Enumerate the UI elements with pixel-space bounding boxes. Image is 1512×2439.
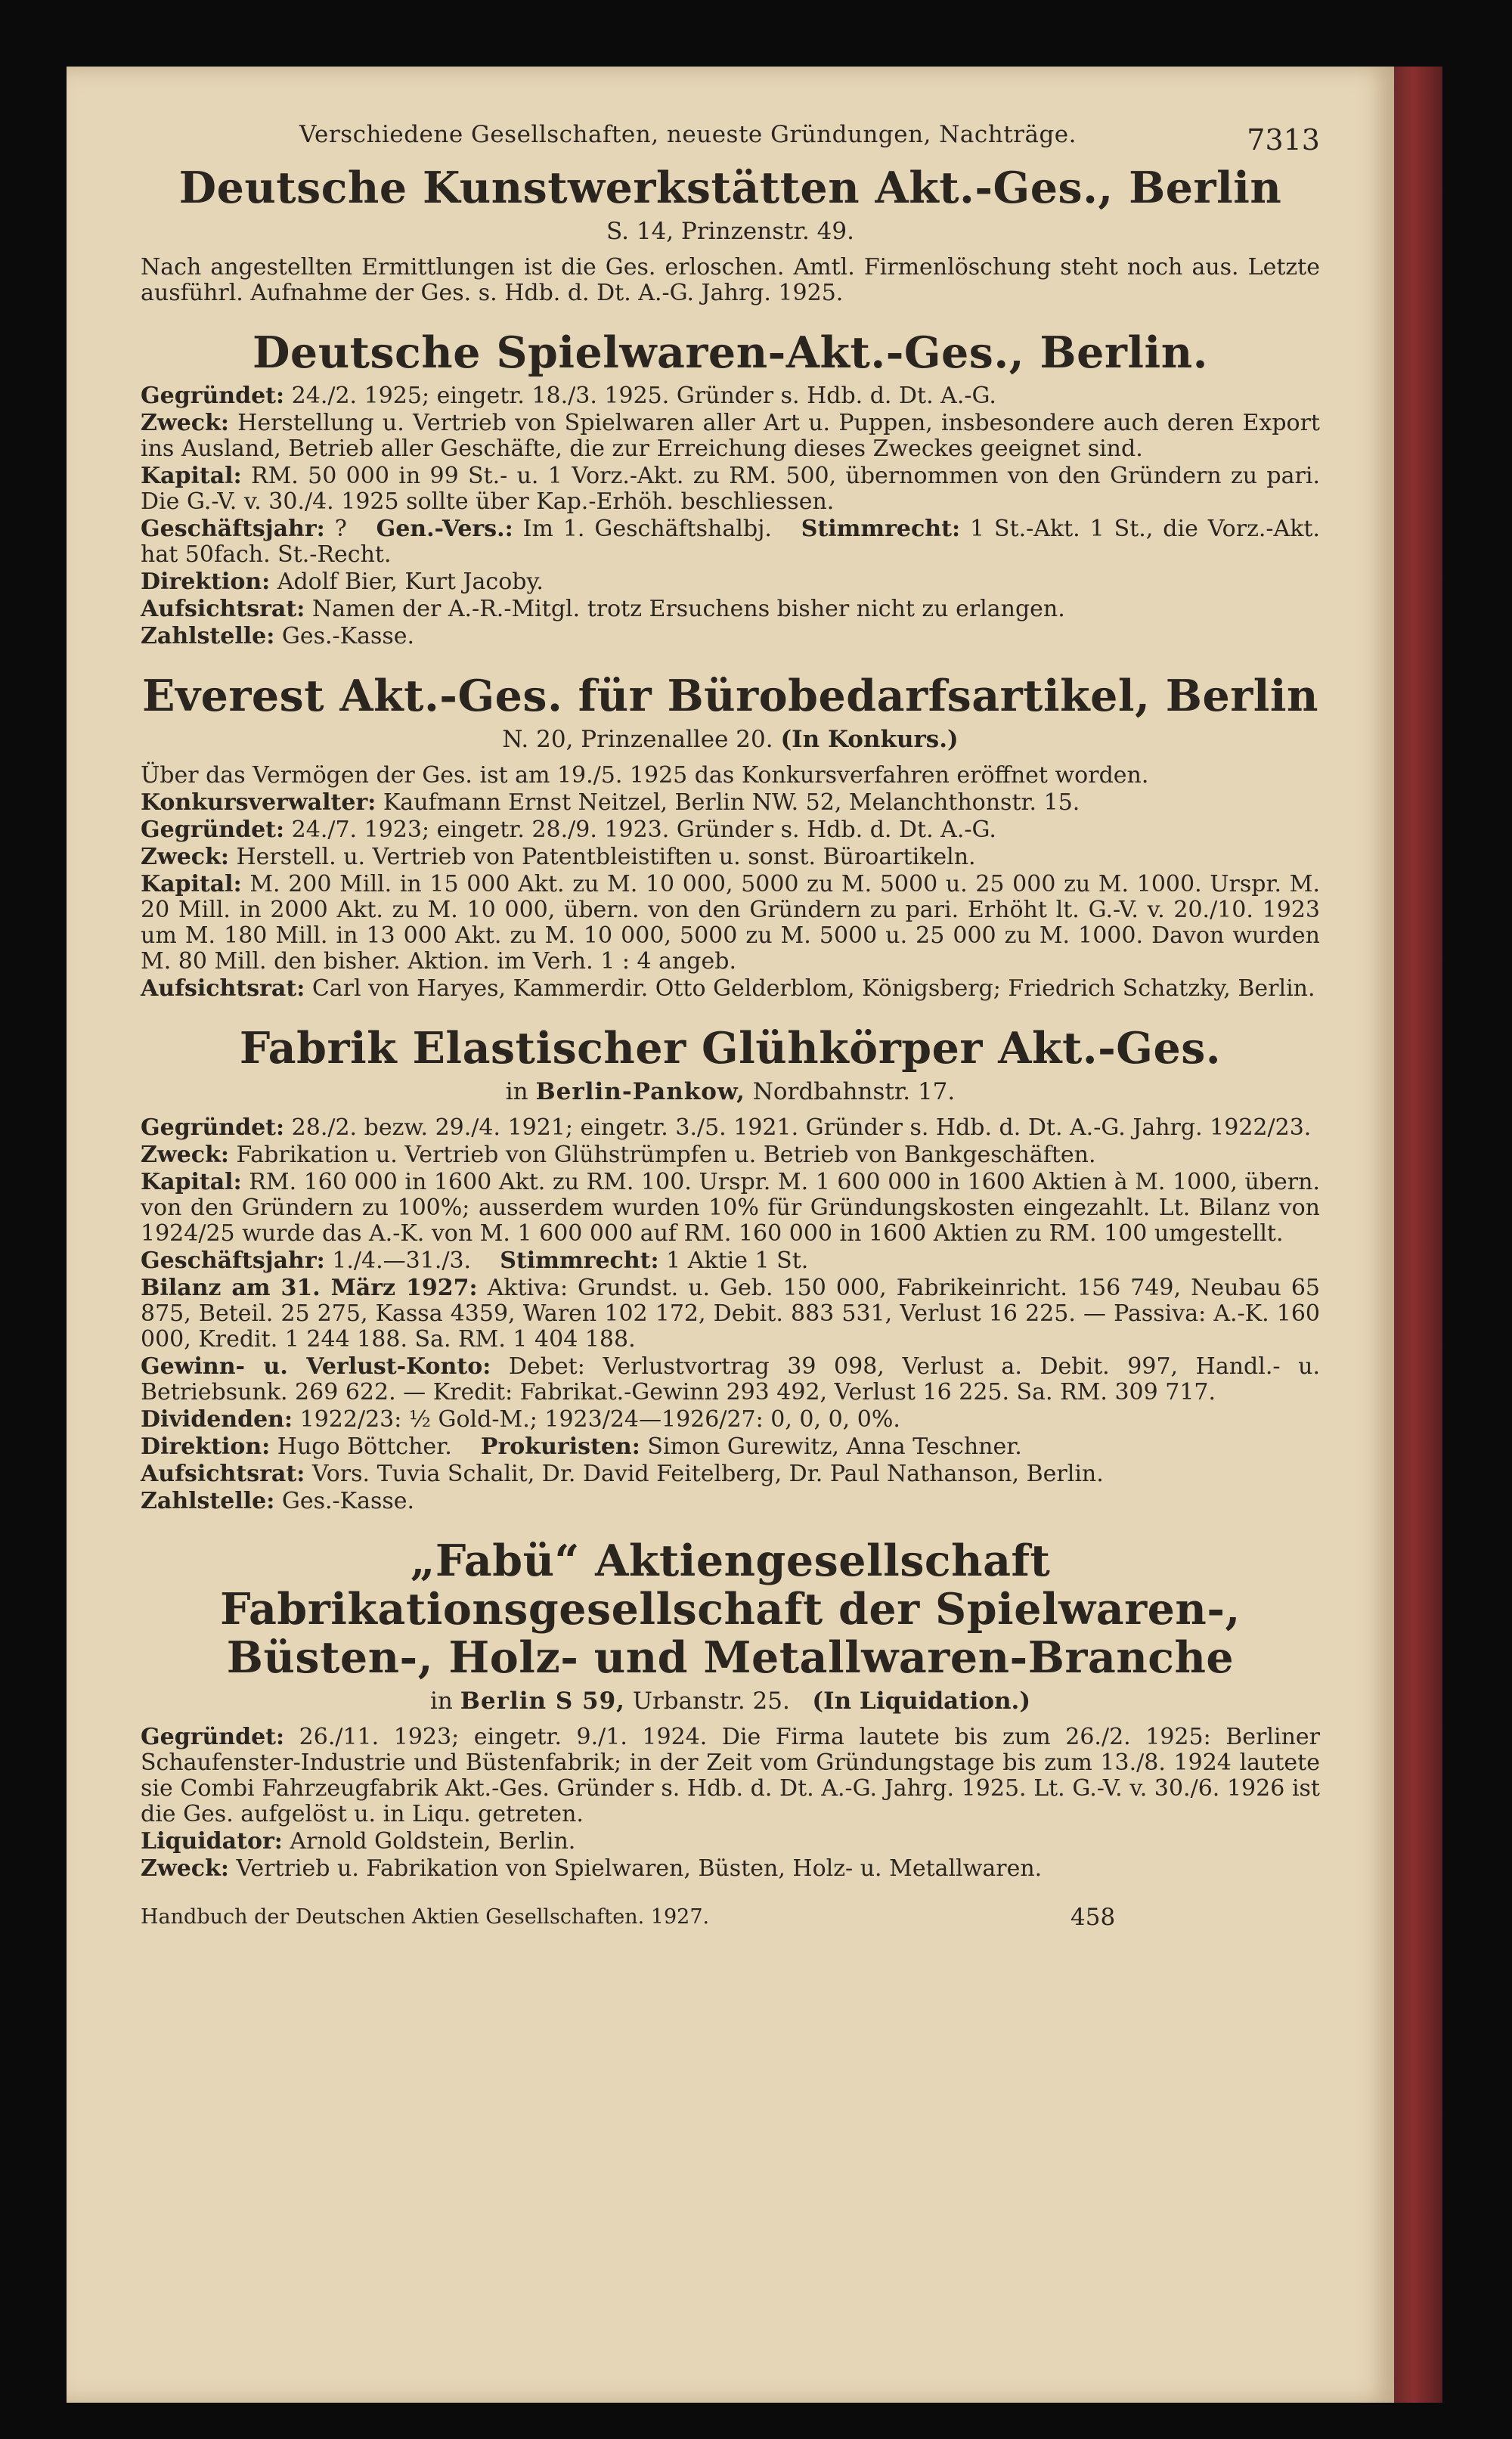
company-entry bbox=[141, 1024, 1320, 1514]
receiver-line bbox=[141, 790, 1320, 816]
capital-line bbox=[141, 872, 1320, 975]
founded-label: Gegründet: bbox=[141, 1114, 285, 1141]
receiver-label: Konkursverwalter: bbox=[141, 789, 376, 816]
entry-text: Nach angestellten Ermittlungen ist die Ges. erloschen. Amtl. Firmenlöschung steht noch aus. Letzte ausführl. Aufnahme der Ges. s. Hdb. d. Dt. A.-G. Jahrg. 1925. bbox=[141, 254, 1320, 306]
management-line bbox=[141, 1434, 1320, 1460]
paying-agent-label: Zahlstelle: bbox=[141, 623, 275, 649]
company-entry bbox=[141, 164, 1320, 306]
purpose-label: Zweck: bbox=[141, 1142, 229, 1168]
address-street: N. 20, Prinzenallee 20. bbox=[502, 726, 773, 753]
founded-line bbox=[141, 383, 1320, 409]
paying-agent-label: Zahlstelle: bbox=[141, 1488, 275, 1514]
paying-agent-value: Ges.-Kasse. bbox=[281, 1488, 415, 1514]
supervisory-board-label: Aufsichtsrat: bbox=[141, 1461, 305, 1487]
dividends-value: 1922/23: ½ Gold-M.; 1923/24—1926/27: 0, 0, 0, 0%. bbox=[299, 1406, 900, 1433]
company-name: Fabrik Elastischer Glühkörper Akt.-Ges. bbox=[239, 1023, 1222, 1074]
profit-loss-line bbox=[141, 1354, 1320, 1405]
book-spine bbox=[1394, 67, 1442, 2403]
management-value: Hugo Böttcher. bbox=[277, 1433, 452, 1460]
founded-line bbox=[141, 1115, 1320, 1141]
balance-line bbox=[141, 1275, 1320, 1353]
dividends-line bbox=[141, 1407, 1320, 1433]
supervisory-board-value: Namen der A.-R.-Mitgl. trotz Ersuchens bisher nicht zu erlangen. bbox=[311, 596, 1065, 622]
address-prefix: in bbox=[505, 1078, 528, 1105]
company-address bbox=[141, 727, 1320, 752]
receiver-value: Kaufmann Ernst Neitzel, Berlin NW. 52, Melanchthonstr. 15. bbox=[383, 789, 1080, 816]
fiscal-year-line bbox=[141, 516, 1320, 568]
voting-right-label: Stimmrecht: bbox=[500, 1247, 659, 1274]
purpose-line bbox=[141, 1856, 1320, 1882]
status-badge: (In Liquidation.) bbox=[812, 1687, 1031, 1715]
address-street: Nordbahnstr. 17. bbox=[752, 1078, 956, 1105]
company-address bbox=[141, 1688, 1320, 1714]
capital-label: Kapital: bbox=[141, 1169, 242, 1195]
intro-line: Über das Vermögen der Ges. ist am 19./5. 1925 das Konkursverfahren eröffnet worden. bbox=[141, 762, 1149, 789]
purpose-value: Herstell. u. Vertrieb von Patentbleistiften u. sonst. Büroartikeln. bbox=[236, 844, 976, 870]
management-label: Direktion: bbox=[141, 569, 271, 595]
company-address: S. 14, Prinzenstr. 49. bbox=[606, 218, 854, 245]
purpose-value: Herstellung u. Vertrieb von Spielwaren aller Art u. Puppen, insbesondere auch deren Export ins Ausland, Betrieb aller Geschäfte, die zur Erreichung dieses Zweckes geeignet sind. bbox=[141, 410, 1320, 462]
purpose-label: Zweck: bbox=[141, 844, 229, 870]
company-name: Deutsche Spielwaren-Akt.-Ges., Berlin. bbox=[253, 327, 1208, 378]
purpose-value: Vertrieb u. Fabrikation von Spielwaren, Büsten, Holz- u. Metallwaren. bbox=[236, 1855, 1043, 1882]
footer-title: Handbuch der Deutschen Aktien Gesellschaften. 1927. bbox=[141, 1905, 710, 1929]
founded-label: Gegründet: bbox=[141, 1724, 285, 1750]
supervisory-board-line bbox=[141, 976, 1320, 1002]
paying-agent-line bbox=[141, 624, 1320, 649]
founded-value: 28./2. bezw. 29./4. 1921; eingetr. 3./5. 1921. Gründer s. Hdb. d. Dt. A.-G. Jahrg. 1922/23. bbox=[291, 1114, 1312, 1141]
balance-value: Aktiva: Grundst. u. Geb. 150 000, Fabrikeinricht. 156 749, Neubau 65 875, Beteil. 25 275, Kassa 4359, Waren 102 172, Debit. 883 531, Verlust 16 225. — Passiva: A.-K. 160 000, Kredit. 1 244 188. Sa. RM. 1 404 188. bbox=[141, 1275, 1320, 1353]
liquidator-line bbox=[141, 1829, 1320, 1855]
founded-label: Gegründet: bbox=[141, 817, 285, 843]
supervisory-board-line bbox=[141, 597, 1320, 622]
dividends-label: Dividenden: bbox=[141, 1406, 293, 1433]
address-city: Berlin-Pankow, bbox=[535, 1078, 745, 1105]
company-name: Everest Akt.-Ges. für Bürobedarfsartikel, Berlin bbox=[142, 671, 1318, 721]
running-header bbox=[141, 108, 1320, 157]
footer-page-number: 458 bbox=[1070, 1904, 1116, 1931]
profit-loss-value: Debet: Verlustvortrag 39 098, Verlust a. Debit. 997, Handl.- u. Betriebsunk. 269 622. — Kredit: Fabrikat.-Gewinn 293 492, Verlust 16 225. Sa. RM. 309 717. bbox=[141, 1353, 1320, 1405]
liquidator-label: Liquidator: bbox=[141, 1828, 283, 1855]
balance-label: Bilanz am 31. März 1927: bbox=[141, 1275, 478, 1301]
authorized-officers-label: Prokuristen: bbox=[480, 1433, 640, 1460]
page-number: 7313 bbox=[1247, 123, 1320, 157]
status-badge: (In Konkurs.) bbox=[780, 726, 959, 753]
company-entry bbox=[141, 1537, 1320, 1882]
supervisory-board-line bbox=[141, 1461, 1320, 1487]
founded-line bbox=[141, 1725, 1320, 1827]
address-prefix: in bbox=[429, 1687, 453, 1715]
management-value: Adolf Bier, Kurt Jacoby. bbox=[277, 569, 544, 595]
supervisory-board-label: Aufsichtsrat: bbox=[141, 975, 305, 1002]
fiscal-year-value: ? bbox=[334, 516, 347, 542]
capital-label: Kapital: bbox=[141, 463, 242, 489]
purpose-line bbox=[141, 411, 1320, 462]
purpose-value: Fabrikation u. Vertrieb von Glühstrümpfen u. Betrieb von Bankgeschäften. bbox=[236, 1142, 1096, 1168]
company-name: „Fabü“ Aktiengesellschaft Fabrikationsgesellschaft der Spielwaren-, Büsten-, Holz- und Metallwaren-Branche bbox=[220, 1536, 1241, 1683]
liquidator-value: Arnold Goldstein, Berlin. bbox=[290, 1828, 576, 1855]
founded-value: 26./11. 1923; eingetr. 9./1. 1924. Die Firma lautete bis zum 26./2. 1925: Berliner Schaufenster-Industrie und Büstenfabrik; in der Zeit vom Gründungstage bis zum 13./8. 1924 lautete sie Combi Fahrzeugfabrik Akt.-Ges. Gründer s. Hdb. d. Dt. A.-G. Jahrg. 1925. Lt. G.-V. v. 30./6. 1926 ist die Ges. aufgelöst u. in Liqu. getreten. bbox=[141, 1724, 1320, 1827]
page bbox=[67, 67, 1394, 2403]
voting-right-label: Stimmrecht: bbox=[801, 516, 961, 542]
book-scan bbox=[67, 67, 1442, 2403]
founded-value: 24./2. 1925; eingetr. 18./3. 1925. Gründer s. Hdb. d. Dt. A.-G. bbox=[291, 383, 996, 409]
purpose-line bbox=[141, 845, 1320, 870]
purpose-label: Zweck: bbox=[141, 1855, 229, 1882]
purpose-label: Zweck: bbox=[141, 410, 229, 436]
management-line bbox=[141, 569, 1320, 595]
profit-loss-label: Gewinn- u. Verlust-Konto: bbox=[141, 1353, 491, 1380]
management-label: Direktion: bbox=[141, 1433, 271, 1460]
voting-right-value: 1 Aktie 1 St. bbox=[666, 1247, 809, 1274]
founded-value: 24./7. 1923; eingetr. 28./9. 1923. Gründer s. Hdb. d. Dt. A.-G. bbox=[291, 817, 996, 843]
fiscal-year-label: Geschäftsjahr: bbox=[141, 516, 325, 542]
page-footer bbox=[141, 1904, 1320, 1935]
supervisory-board-label: Aufsichtsrat: bbox=[141, 596, 305, 622]
general-meeting-label: Gen.-Vers.: bbox=[376, 516, 513, 542]
fiscal-year-line bbox=[141, 1248, 1320, 1274]
general-meeting-value: Im 1. Geschäftshalbj. bbox=[522, 516, 772, 542]
company-name: Deutsche Kunstwerkstätten Akt.-Ges., Berlin bbox=[178, 163, 1282, 213]
fiscal-year-value: 1./4.—31./3. bbox=[332, 1247, 472, 1274]
authorized-officers-value: Simon Gurewitz, Anna Teschner. bbox=[647, 1433, 1022, 1460]
capital-label: Kapital: bbox=[141, 871, 242, 897]
running-title: Verschiedene Gesellschaften, neueste Gründungen, Nachträge. bbox=[299, 121, 1077, 148]
company-entry bbox=[141, 329, 1320, 649]
capital-line bbox=[141, 1170, 1320, 1247]
capital-line bbox=[141, 463, 1320, 515]
capital-value: RM. 50 000 in 99 St.- u. 1 Vorz.-Akt. zu RM. 500, übernommen von den Gründern zu pari. Die G.-V. v. 30./4. 1925 sollte über Kap.-Erhöh. beschliessen. bbox=[141, 463, 1320, 515]
page-content bbox=[141, 108, 1320, 1935]
purpose-line bbox=[141, 1142, 1320, 1168]
supervisory-board-value: Carl von Haryes, Kammerdir. Otto Gelderblom, Königsberg; Friedrich Schatzky, Berlin. bbox=[311, 975, 1315, 1002]
capital-value: M. 200 Mill. in 15 000 Akt. zu M. 10 000, 5000 zu M. 5000 u. 25 000 zu M. 1000. Urspr. M. 20 Mill. in 2000 Akt. zu M. 10 000, übern. von den Gründern zu pari. Erhöht lt. G.-V. v. 20./10. 1923 um M. 180 Mill. in 13 000 Akt. zu M. 10 000, 5000 zu M. 5000 u. 25 000 zu M. 1000. Davon wurden M. 80 Mill. den bisher. Aktion. im Verh. 1 : 4 angeb. bbox=[141, 871, 1320, 975]
founded-label: Gegründet: bbox=[141, 383, 285, 409]
capital-value: RM. 160 000 in 1600 Akt. zu RM. 100. Urspr. M. 1 600 000 in 1600 Aktien à M. 1000, übern. von den Gründern zu 100%; ausserdem wurden 10% für Gründungskosten eingezahlt. Lt. Bilanz von 1924/25 wurde das A.-K. von M. 1 600 000 auf RM. 160 000 in 1600 Aktien zu RM. 100 umgestellt. bbox=[141, 1169, 1320, 1247]
company-entry bbox=[141, 672, 1320, 1002]
supervisory-board-value: Vors. Tuvia Schalit, Dr. David Feitelberg, Dr. Paul Nathanson, Berlin. bbox=[311, 1461, 1104, 1487]
paying-agent-value: Ges.-Kasse. bbox=[281, 623, 415, 649]
fiscal-year-label: Geschäftsjahr: bbox=[141, 1247, 325, 1274]
company-address bbox=[141, 1079, 1320, 1105]
address-street: Urbanstr. 25. bbox=[632, 1687, 790, 1715]
voting-right-value: 1 St.-Akt. 1 St., die Vorz.-Akt. hat 50fach. St.-Recht. bbox=[141, 516, 1320, 568]
address-city: Berlin S 59, bbox=[460, 1687, 625, 1715]
paying-agent-line bbox=[141, 1489, 1320, 1514]
founded-line bbox=[141, 817, 1320, 843]
